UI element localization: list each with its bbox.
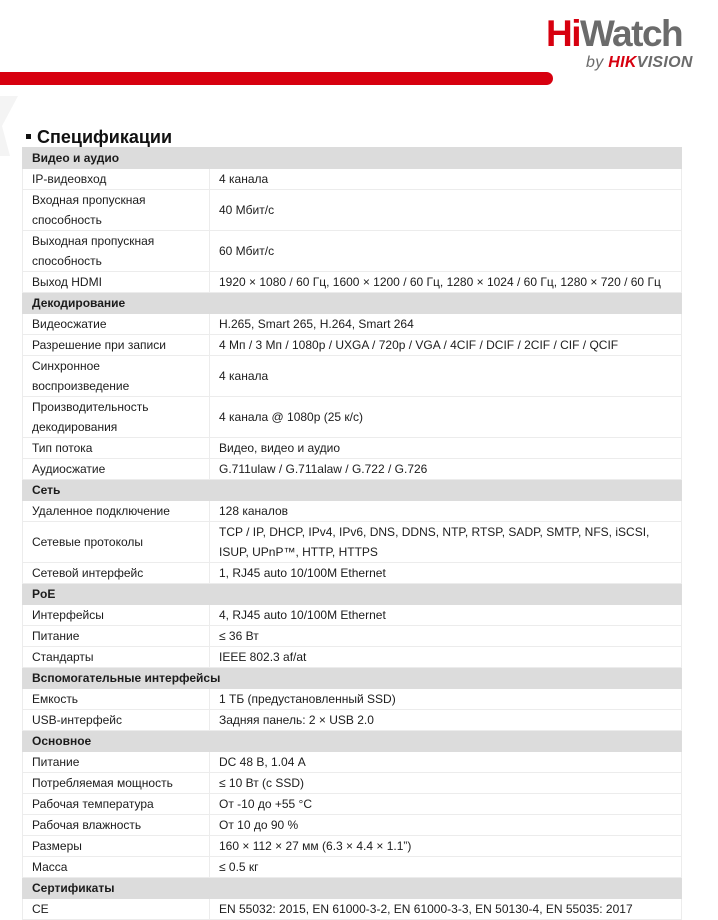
spec-value: От -10 до +55 °C [210, 794, 682, 815]
spec-value: ≤ 0.5 кг [210, 857, 682, 878]
spec-label: Рабочая влажность [23, 815, 210, 836]
table-row [23, 836, 682, 857]
table-row [23, 899, 682, 920]
spec-label: Производительность декодирования [23, 397, 210, 438]
logo-wordmark [546, 14, 682, 54]
section-header-row [23, 668, 682, 689]
spec-value: 4 канала [210, 356, 682, 397]
spec-label: IP-видеовход [23, 169, 210, 190]
table-row [23, 335, 682, 356]
spec-value: 4 канала @ 1080p (25 к/с) [210, 397, 682, 438]
table-row [23, 563, 682, 584]
spec-label: Разрешение при записи [23, 335, 210, 356]
bullet-icon [26, 134, 31, 139]
table-row [23, 626, 682, 647]
table-row [23, 397, 682, 438]
section-header: Сеть [23, 480, 682, 501]
spec-label: Видеосжатие [23, 314, 210, 335]
table-row [23, 689, 682, 710]
spec-value: 128 каналов [210, 501, 682, 522]
table-row [23, 438, 682, 459]
spec-value: Видео, видео и аудио [210, 438, 682, 459]
spec-label: Стандарты [23, 647, 210, 668]
spec-value: G.711ulaw / G.711alaw / G.722 / G.726 [210, 459, 682, 480]
table-row [23, 605, 682, 626]
spec-label: Входная пропускная способность [23, 190, 210, 231]
spec-label: CE [23, 899, 210, 920]
spec-value: 4 канала [210, 169, 682, 190]
table-row [23, 459, 682, 480]
spec-value: EN 55032: 2015, EN 61000-3-2, EN 61000-3-3, EN 50130-4, EN 55035: 2017 [210, 899, 682, 920]
table-row [23, 314, 682, 335]
table-row [23, 815, 682, 836]
spec-value: IEEE 802.3 af/at [210, 647, 682, 668]
logo-watch: Watch [580, 13, 683, 54]
table-row [23, 356, 682, 397]
logo-hi: Hi [546, 13, 580, 54]
spec-table [22, 147, 682, 920]
table-row [23, 794, 682, 815]
section-header: Основное [23, 731, 682, 752]
spec-label: Питание [23, 752, 210, 773]
logo-hik: HIK [608, 54, 637, 71]
spec-value: ≤ 10 Вт (с SSD) [210, 773, 682, 794]
section-header: PoE [23, 584, 682, 605]
spec-label: Выход HDMI [23, 272, 210, 293]
spec-value: 4, RJ45 auto 10/100M Ethernet [210, 605, 682, 626]
spec-label: Синхронное воспроизведение [23, 356, 210, 397]
hiwatch-logo [546, 14, 706, 74]
section-header-row [23, 584, 682, 605]
spec-label: USB-интерфейс [23, 710, 210, 731]
spec-value: 160 × 112 × 27 мм (6.3 × 4.4 × 1.1”) [210, 836, 682, 857]
spec-label: Сетевой интерфейс [23, 563, 210, 584]
spec-label: Размеры [23, 836, 210, 857]
spec-value: 40 Мбит/с [210, 190, 682, 231]
spec-value: H.265, Smart 265, H.264, Smart 264 [210, 314, 682, 335]
spec-value: 1920 × 1080 / 60 Гц, 1600 × 1200 / 60 Гц, 1280 × 1024 / 60 Гц, 1280 × 720 / 60 Гц [210, 272, 682, 293]
page-title [26, 126, 172, 148]
spec-label: Питание [23, 626, 210, 647]
spec-label: Тип потока [23, 438, 210, 459]
spec-label: Аудиосжатие [23, 459, 210, 480]
table-row [23, 773, 682, 794]
section-header-row [23, 293, 682, 314]
spec-value: Задняя панель: 2 × USB 2.0 [210, 710, 682, 731]
table-row [23, 169, 682, 190]
spec-value: 1 ТБ (предустановленный SSD) [210, 689, 682, 710]
table-row [23, 752, 682, 773]
spec-label: Выходная пропускная способность [23, 231, 210, 272]
section-header-row [23, 480, 682, 501]
logo-vision: VISION [636, 54, 693, 71]
spec-label: Масса [23, 857, 210, 878]
table-row [23, 710, 682, 731]
table-row [23, 501, 682, 522]
table-row [23, 190, 682, 231]
table-row [23, 231, 682, 272]
spec-label: Интерфейсы [23, 605, 210, 626]
spec-value: 60 Мбит/с [210, 231, 682, 272]
spec-label: Удаленное подключение [23, 501, 210, 522]
spec-value: 4 Мп / 3 Мп / 1080p / UXGA / 720p / VGA / 4CIF / DCIF / 2CIF / CIF / QCIF [210, 335, 682, 356]
section-header: Сертификаты [23, 878, 682, 899]
spec-label: Рабочая температура [23, 794, 210, 815]
spec-label: Сетевые протоколы [23, 522, 210, 563]
spec-label: Емкость [23, 689, 210, 710]
section-header-row [23, 731, 682, 752]
spec-value: ≤ 36 Вт [210, 626, 682, 647]
header-red-bar [0, 72, 553, 85]
section-header-row [23, 878, 682, 899]
logo-by: by [586, 54, 609, 71]
table-row [23, 857, 682, 878]
spec-value: От 10 до 90 % [210, 815, 682, 836]
spec-value: 1, RJ45 auto 10/100M Ethernet [210, 563, 682, 584]
table-row [23, 272, 682, 293]
spec-value: DC 48 В, 1.04 А [210, 752, 682, 773]
table-row [23, 647, 682, 668]
section-header: Видео и аудио [23, 148, 682, 169]
spec-label: Потребляемая мощность [23, 773, 210, 794]
page-title-text: Спецификации [37, 127, 173, 147]
table-row [23, 522, 682, 563]
watermark-shape-icon [0, 96, 18, 156]
section-header: Вспомогательные интерфейсы [23, 668, 682, 689]
section-header-row [23, 148, 682, 169]
logo-subline [586, 54, 693, 72]
section-header: Декодирование [23, 293, 682, 314]
spec-value: TCP / IP, DHCP, IPv4, IPv6, DNS, DDNS, NTP, RTSP, SADP, SMTP, NFS, iSCSI, ISUP, UPnP™, HTTP, HTTPS [210, 522, 682, 563]
